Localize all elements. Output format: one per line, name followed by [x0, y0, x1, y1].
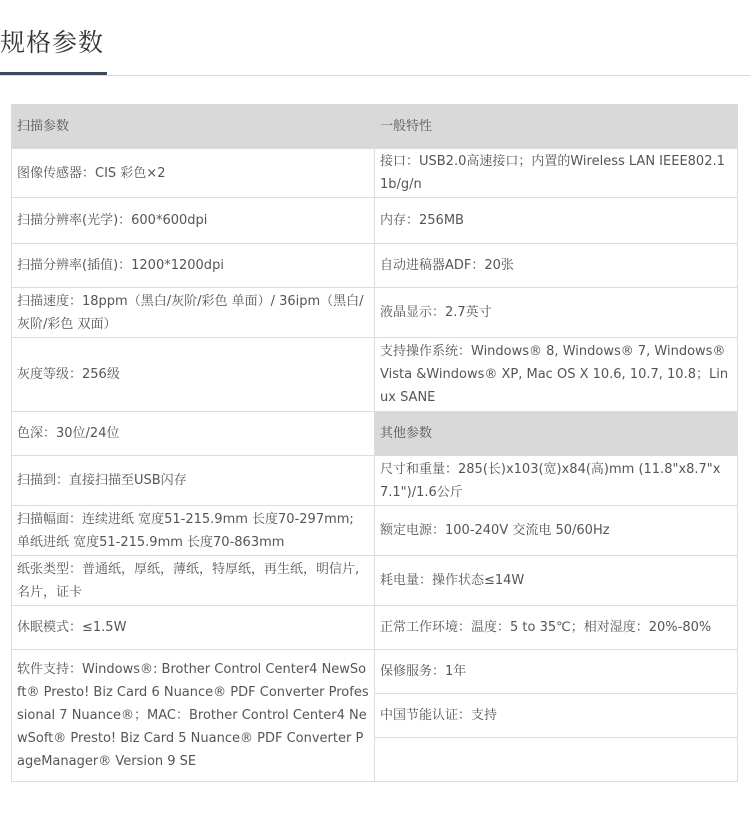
section-header-other: 其他参数 — [375, 412, 738, 456]
table-row — [12, 198, 738, 244]
spec-cell: 色深：30位/24位 — [12, 412, 375, 456]
spec-cell: 自动进稿器ADF：20张 — [375, 244, 738, 288]
spec-cell: 液晶显示：2.7英寸 — [375, 288, 738, 338]
spec-cell: 扫描幅面：连续进纸 宽度51-215.9mm 长度70-297mm; 单纸进纸 宽度51-215.9mm 长度70-863mm — [12, 506, 375, 556]
table-row — [12, 244, 738, 288]
spec-cell: 额定电源：100-240V 交流电 50/60Hz — [375, 506, 738, 556]
spec-cell: 图像传感器：CIS 彩色×2 — [12, 149, 375, 198]
table-row — [12, 288, 738, 338]
table-row — [12, 506, 738, 556]
spec-cell: 休眠模式：≤1.5W — [12, 606, 375, 650]
spec-cell: 软件支持：Windows®: Brother Control Center4 NewSoft® Presto! Biz Card 6 Nuance® PDF Converter Professional 7 Nuance®；MAC：Brother Control Center4 NewSoft® Presto! Biz Card 5 Nuance® PDF Converter PageManager® Version 9 SE — [12, 650, 375, 782]
title-section — [0, 0, 750, 76]
spec-cell: 中国节能认证：支持 — [375, 694, 738, 738]
spec-cell: 耗电量：操作状态≤14W — [375, 556, 738, 606]
section-header-scan: 扫描参数 — [12, 105, 375, 149]
table-row — [12, 456, 738, 506]
page-title: 规格参数 — [0, 28, 105, 57]
spec-cell: 内存：256MB — [375, 198, 738, 244]
spec-cell: 扫描到：直接扫描至USB闪存 — [12, 456, 375, 506]
table-row — [12, 105, 738, 149]
table-row — [12, 338, 738, 412]
spec-cell: 接口：USB2.0高速接口；内置的Wireless LAN IEEE802.11b/g/n — [375, 149, 738, 198]
spec-cell: 正常工作环境：温度：5 to 35℃；相对湿度：20%-80% — [375, 606, 738, 650]
spec-cell: 支持操作系统：Windows® 8, Windows® 7, Windows® Vista &Windows® XP, Mac OS X 10.6, 10.7, 10.8；Linux SANE — [375, 338, 738, 412]
title-underline — [0, 72, 107, 75]
spec-cell — [375, 738, 738, 782]
table-row — [12, 149, 738, 198]
spec-cell: 扫描速度：18ppm（黑白/灰阶/彩色 单面）/ 36ipm（黑白/灰阶/彩色 双面） — [12, 288, 375, 338]
section-header-general: 一般特性 — [375, 105, 738, 149]
spec-table — [11, 104, 738, 782]
spec-cell: 扫描分辨率(光学)：600*600dpi — [12, 198, 375, 244]
spec-cell: 扫描分辨率(插值)：1200*1200dpi — [12, 244, 375, 288]
spec-cell: 尺寸和重量：285(长)x103(宽)x84(高)mm (11.8"x8.7"x7.1")/1.6公斤 — [375, 456, 738, 506]
spec-cell: 纸张类型：普通纸，厚纸，薄纸，特厚纸，再生纸，明信片,名片，证卡 — [12, 556, 375, 606]
spec-cell: 保修服务：1年 — [375, 650, 738, 694]
table-row — [12, 556, 738, 606]
table-row — [12, 606, 738, 650]
table-row — [12, 412, 738, 456]
spec-cell: 灰度等级：256级 — [12, 338, 375, 412]
table-row — [12, 650, 738, 694]
